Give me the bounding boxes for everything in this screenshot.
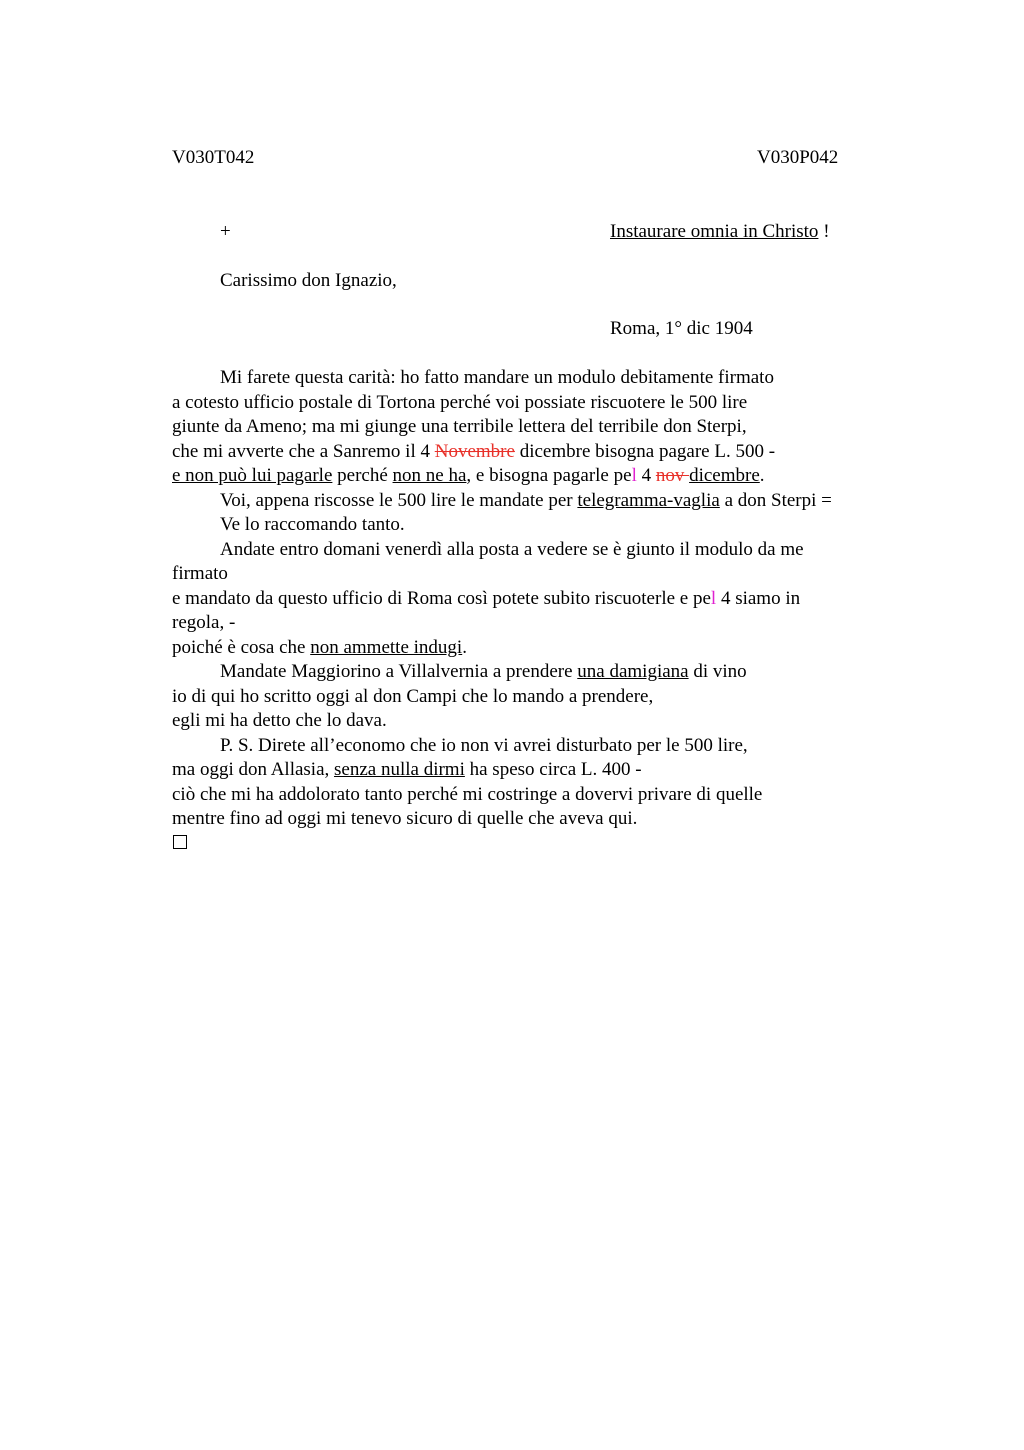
- body-line: [172, 758, 912, 783]
- underlined-phrase: una damigiana: [577, 661, 689, 682]
- body-line: ciò che mi ha addolorato tanto perché mi costringe a dovervi privare di quelle: [172, 783, 763, 805]
- body-line: io di qui ho scritto oggi al don Campi che lo mando a prendere,: [172, 685, 654, 707]
- body-line: Ve lo raccomando tanto.: [220, 514, 405, 535]
- motto-suffix: !: [818, 221, 830, 242]
- deleted-word: Novembre: [434, 440, 515, 462]
- letter-date: Roma, 1° dic 1904: [610, 318, 753, 339]
- text-span: e mandato da questo ufficio di Roma così potete subito riscuoterle e pe: [172, 587, 711, 609]
- document-code-right: V030P042: [757, 147, 839, 168]
- text-span: ha speso circa L. 400 -: [464, 759, 642, 780]
- underlined-phrase: dicembre: [689, 465, 760, 486]
- motto-text: Instaurare omnia in Christo: [610, 221, 819, 242]
- underlined-phrase: non ammette indugi: [310, 636, 463, 658]
- text-span: Voi, appena riscosse le 500 lire le mandate per: [220, 489, 578, 511]
- underlined-phrase: e non può lui pagarle: [172, 465, 333, 486]
- inserted-letter: l: [631, 465, 637, 486]
- motto: [610, 220, 830, 244]
- underlined-phrase: non ne ha: [392, 465, 467, 486]
- letter-body: [172, 366, 912, 832]
- text-span: dicembre bisogna pagare L. 500 -: [514, 440, 776, 462]
- body-line: Mi farete questa carità: ho fatto mandare un modulo debitamente firmato: [220, 367, 774, 388]
- salutation: Carissimo don Ignazio,: [220, 270, 397, 291]
- body-line: [172, 489, 912, 514]
- text-span: perché: [332, 465, 393, 486]
- end-box-icon: [173, 835, 187, 849]
- body-line: regola, -: [172, 612, 236, 633]
- text-span: a don Sterpi =: [719, 489, 832, 511]
- body-line: a cotesto ufficio postale di Tortona perché voi possiate riscuotere le 500 lire: [172, 391, 748, 413]
- text-span: Mandate Maggiorino a Villalvernia a prendere: [220, 661, 578, 682]
- body-line: egli mi ha detto che lo dava.: [172, 710, 387, 731]
- document-code-left: V030T042: [172, 147, 255, 168]
- text-span: 4: [636, 465, 656, 486]
- body-line: Andate entro domani venerdì alla posta a vedere se è giunto il modulo da me: [220, 538, 804, 560]
- text-span: .: [759, 465, 765, 486]
- deleted-word: nov: [655, 465, 690, 486]
- body-line: giunte da Ameno; ma mi giunge una terribile lettera del terribile don Sterpi,: [172, 416, 747, 437]
- body-line: [172, 440, 912, 465]
- underlined-phrase: senza nulla dirmi: [334, 759, 465, 780]
- text-span: che mi avverte che a Sanremo il 4: [172, 440, 435, 462]
- cross-symbol: +: [220, 221, 231, 242]
- underlined-phrase: telegramma-vaglia: [577, 489, 720, 511]
- text-span: poiché è cosa che: [172, 636, 311, 658]
- body-line: mentre fino ad oggi mi tenevo sicuro di quelle che aveva qui.: [172, 808, 638, 829]
- body-line: [172, 660, 912, 685]
- body-line: [172, 636, 912, 661]
- body-line: [172, 464, 912, 489]
- text-span: 4 siamo in: [716, 587, 801, 609]
- text-span: di vino: [688, 661, 747, 682]
- inserted-letter: l: [710, 587, 717, 609]
- text-span: .: [462, 636, 467, 658]
- body-line: [172, 587, 912, 612]
- text-span: , e bisogna pagarle pe: [466, 465, 632, 486]
- body-line: firmato: [172, 563, 228, 584]
- text-span: ma oggi don Allasia,: [172, 759, 335, 780]
- body-line: P. S. Direte all’economo che io non vi avrei disturbato per le 500 lire,: [220, 734, 748, 756]
